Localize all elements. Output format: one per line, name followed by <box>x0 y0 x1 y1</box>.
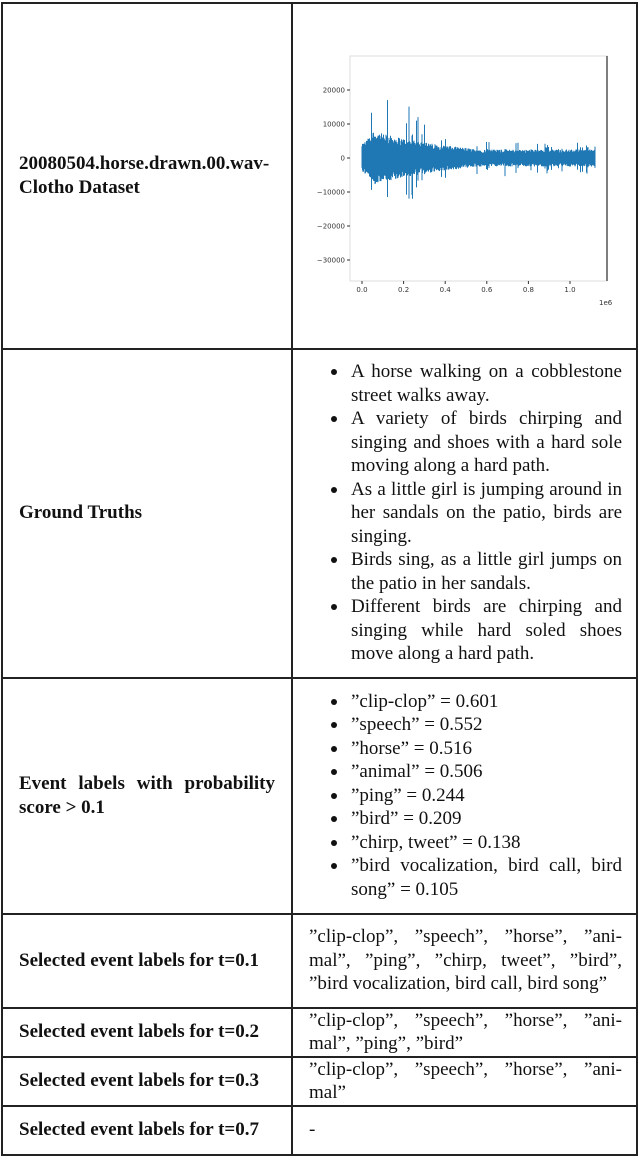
selected-value: - <box>309 1119 316 1141</box>
selected-value-cell <box>292 1057 637 1106</box>
selected-value: ”clip-clop”, ”speech”, ”horse”, ”ani-mal”, ”ping”, ”bird” <box>309 1009 622 1054</box>
list-item: As a little girl is jumping around in her sandals on the patio, birds are singing. <box>331 478 622 549</box>
selected-value-cell <box>292 1008 637 1057</box>
selected-value: ”clip-clop”, ”speech”, ”horse”, ”ani-mal”, ”ping”, ”chirp, tweet”, ”bird”, ”bird vocalization, bird call, bird song” <box>309 926 622 995</box>
list-item: ”clip-clop” = 0.601 <box>331 690 622 714</box>
y-tick-label: 20000 <box>322 86 345 95</box>
event-labels-cell <box>292 678 637 914</box>
list-item: ”horse” = 0.516 <box>331 737 622 761</box>
selected-label-cell <box>2 1106 292 1155</box>
x-tick-label: 0.2 <box>398 286 410 294</box>
list-item: ”speech” = 0.552 <box>331 713 622 737</box>
selected-label: Selected event labels for t=0.7 <box>19 1119 260 1141</box>
ground-truths-label-cell <box>2 349 292 678</box>
x-tick-label: 1.0 <box>564 286 576 294</box>
ground-truths-cell <box>292 349 637 678</box>
list-item: ”ping” = 0.244 <box>331 784 622 808</box>
list-item: ”bird” = 0.209 <box>331 807 622 831</box>
x-tick-label: 0.4 <box>439 286 451 294</box>
y-tick-label: 10000 <box>322 120 345 129</box>
x-tick-label: 0.8 <box>522 286 534 294</box>
selected-value-cell <box>292 1106 637 1155</box>
y-tick-label: −10000 <box>316 188 345 197</box>
event-labels-label: Event labels with probability score > 0.1 <box>19 773 275 818</box>
x-tick-label: 0.0 <box>356 286 368 294</box>
selected-label: Selected event labels for t=0.3 <box>19 1070 260 1092</box>
x-tick-label: 0.6 <box>481 286 493 294</box>
selected-label-cell <box>2 1057 292 1106</box>
list-item: ”bird vocalization, bird call, bird song” = 0.105 <box>331 854 622 901</box>
list-item: A variety of birds chirping and singing and shoes with a hard sole moving along a hard path. <box>331 407 622 478</box>
selected-value-cell <box>292 914 637 1008</box>
file-name-cell <box>2 3 292 349</box>
event-labels-label-cell <box>2 678 292 914</box>
selected-label: Selected event labels for t=0.1 <box>19 949 260 971</box>
file-name: 20080504.horse.drawn.00.wav-Clotho Dataset <box>19 153 270 198</box>
list-item: Different birds are chirping and singing while hard soled shoes move along a hard path. <box>331 595 622 666</box>
list-item: ”chirp, tweet” = 0.138 <box>331 831 622 855</box>
y-tick-label: −30000 <box>316 256 345 265</box>
event-labels-list <box>331 690 622 902</box>
ground-truths-list <box>331 360 622 666</box>
list-item: Birds sing, as a little girl jumps on the patio in her sandals. <box>331 548 622 595</box>
selected-label-cell <box>2 1008 292 1057</box>
ground-truths-label: Ground Truths <box>19 502 143 524</box>
results-table <box>1 2 638 1156</box>
selected-label: Selected event labels for t=0.2 <box>19 1021 260 1043</box>
y-tick-label: −20000 <box>316 222 345 231</box>
list-item: A horse walking on a cobblestone street walks away. <box>331 360 622 407</box>
selected-label-cell <box>2 914 292 1008</box>
x-offset-label: 1e6 <box>599 299 613 307</box>
waveform-plot <box>293 4 638 341</box>
waveform-cell <box>292 3 637 349</box>
y-tick-label: 0 <box>340 154 345 163</box>
list-item: ”animal” = 0.506 <box>331 760 622 784</box>
selected-value: ”clip-clop”, ”speech”, ”horse”, ”ani-mal” <box>309 1058 622 1103</box>
